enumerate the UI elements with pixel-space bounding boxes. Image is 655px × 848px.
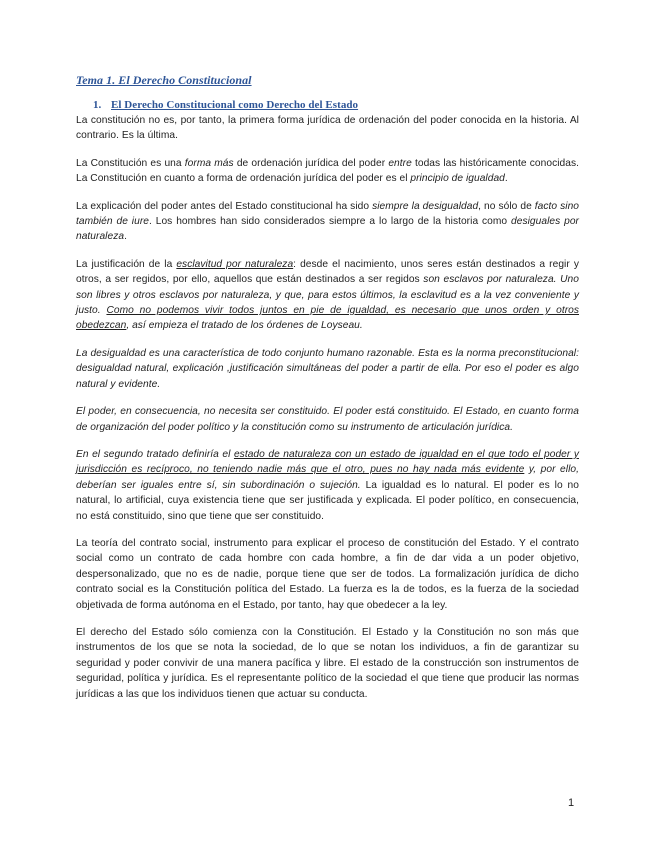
paragraph-7: En el segundo tratado definiría el estado de naturaleza con un estado de igualdad en el que todo el poder y jurisdicción es recíproco, no teniendo nadie más que el otro, pues no hay nada más evidente y, por ello, deberían ser iguales entre sí, sin subordinación o sujeción. La igualdad es lo natural. El poder es lo no natural, lo artificial, cuya existencia tiene que ser justificada y explicada. El poder político, en consecuencia, no está constituido, sino que tiene que ser constituido.	[76, 448, 579, 522]
page-content	[76, 72, 579, 714]
page-number: 1	[568, 797, 575, 809]
paragraph-8: La teoría del contrato social, instrumento para explicar el proceso de constitución del Estado. Y el contrato social como un contrato de cada hombre con cada hombre, a fin de dar vida a un poder objetivo, despersonalizado, que no es de nadie, porque tiene que ser de todos. La formalización jurídica de dicho contrato social es la Constitución política del Estado. La fuerza es la de todos, es la fuerza de la sociedad objetivada de forma autónoma en el Estado, por tanto, hay que obedecer a la ley.	[76, 537, 579, 611]
section-title: El Derecho Constitucional como Derecho del Estado	[111, 99, 359, 111]
section-number: 1.	[93, 99, 102, 111]
paragraph-6: El poder, en consecuencia, no necesita ser constituido. El poder está constituido. El Estado, en cuanto forma de organización del poder político y la constitución como su instrumento de articulación jurídica.	[76, 406, 579, 433]
paragraph-1: La constitución no es, por tanto, la primera forma jurídica de ordenación del poder conocida en la historia. Al contrario. Es la última.	[76, 115, 579, 142]
section-heading	[76, 98, 579, 112]
paragraph-4: La justificación de la esclavitud por naturaleza: desde el nacimiento, unos seres están destinados a regir y otros, a ser regidos, por ello, aquellos que están destinados a ser regidos son esclavos por naturaleza. Uno son libres y otros esclavos por naturaleza, y que, para estos últimos, la esclavitud es a la vez conveniente y justo. Como no podemos vivir todos juntos en pie de igualdad, es necesario que unos orden y otros obedezcan, así empieza el tratado de los órdenes de Loyseau.	[76, 258, 580, 332]
underlined-passage: estado de naturaleza con un estado de igualdad en el que todo el poder y jurisdicción es recíproco, no teniendo nadie más que el otro, pues no hay nada más evidente	[76, 448, 579, 476]
paragraph-9: El derecho del Estado sólo comienza con la Constitución. El Estado y la Constitución no son más que instrumentos de los que se nota la sociedad, de lo que se notan los individuos, a fin de garantizar su seguridad y poder convivir de una manera pacífica y libre. El estado de la construcción son instrumentos de seguridad, política y jurídica. Es el representante político de la sociedad el que tiene que producir las normas jurídicas a las que los individuos tienen que actuar su conducta.	[76, 626, 579, 700]
paragraph-5: La desigualdad es una característica de todo conjunto humano razonable. Esta es la norma preconstitucional: desigualdad natural, explicación ,justificación simultáneas del poder a partir de ella. Por eso el poder es algo natural y evidente.	[76, 347, 579, 390]
paragraph-3: La explicación del poder antes del Estado constitucional ha sido siempre la desigualdad, no sólo de facto sino también de iure. Los hombres han sido considerados siempre a lo largo de la historia como desiguales por naturaleza.	[76, 200, 580, 243]
document-title: Tema 1. El Derecho Constitucional	[76, 73, 252, 87]
underlined-quote: Como no podemos vivir todos juntos en pie de igualdad, es necesario que unos orden y otros obedezcan	[76, 305, 580, 332]
underlined-phrase: esclavitud por naturaleza	[176, 258, 294, 270]
paragraph-2: La Constitución es una forma más de ordenación jurídica del poder entre todas las históricamente conocidas. La Constitución en cuanto a forma de ordenación jurídica del poder es el principio de igualdad.	[76, 157, 579, 185]
